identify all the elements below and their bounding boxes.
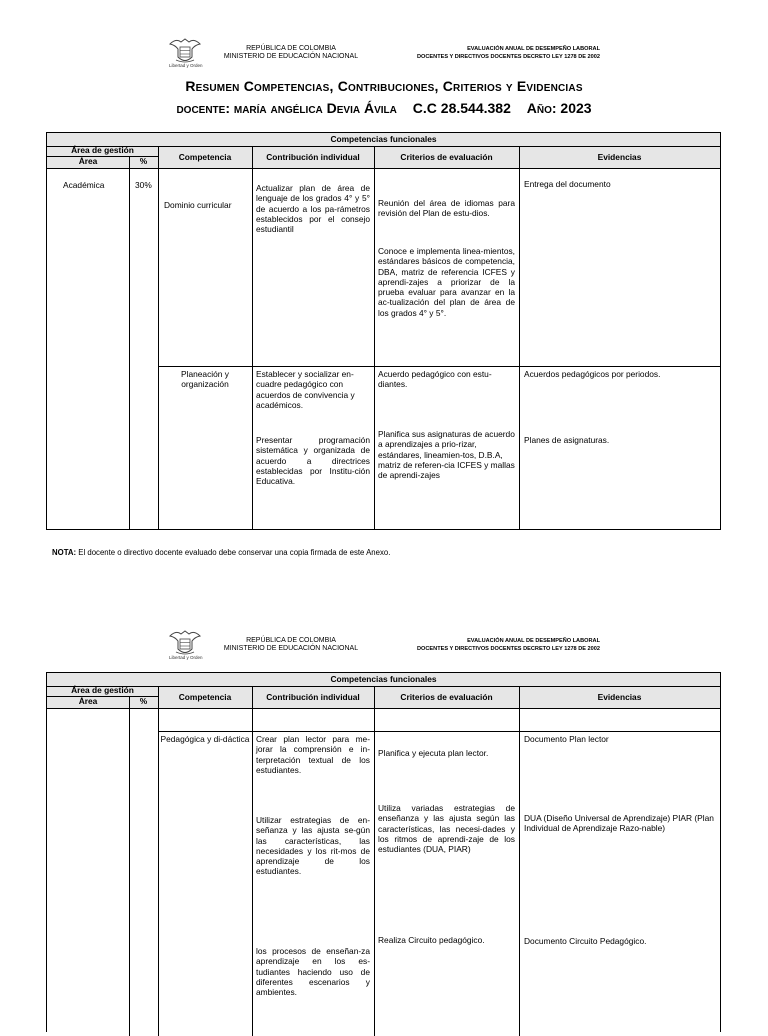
evidence-cell: Acuerdos pedagógicos por periodos. bbox=[524, 369, 661, 379]
competencia-header: Competencia bbox=[178, 692, 232, 702]
percent-value: 30% bbox=[135, 180, 152, 190]
area-header: Área bbox=[78, 696, 98, 706]
criteria-cell: Conoce e implementa linea-mientos, estándares básicos de competencia, DBA, matriz de referencia ICFES y aprendi-zajes a priorizar de la prueba evaluar para avanzar en la ac-tualización del plan de área de los grados 4° y 5°. bbox=[378, 246, 515, 318]
evidence-cell: Documento Plan lector bbox=[524, 734, 609, 744]
evidence-cell: Planes de asignaturas. bbox=[524, 435, 610, 445]
evaluation-decree: DOCENTES Y DIRECTIVOS DOCENTES DECRETO LEY 1278 DE 2002 bbox=[417, 54, 600, 60]
contribution-cell: Presentar programación sistemática y organizada de acuerdo a directrices establecidas por Institu-ción Educativa. bbox=[256, 435, 370, 487]
evidencias-header: Evidencias bbox=[597, 692, 642, 702]
colombia-coat-of-arms-icon: Libertad y Orden bbox=[168, 36, 202, 70]
contribution-cell: Crear plan lector para me-jorar la comprensión e in-terpretación textual de los estudiantes. bbox=[256, 734, 370, 775]
page1-header bbox=[0, 36, 768, 70]
contribucion-header: Contribución individual bbox=[266, 152, 360, 162]
contribucion-header: Contribución individual bbox=[266, 692, 360, 702]
teacher-id: C.C 28.544.382 bbox=[412, 100, 511, 116]
country-name: REPÚBLICA DE COLOMBIA bbox=[246, 637, 336, 644]
ministry-name: MINISTERIO DE EDUCACIÓN NACIONAL bbox=[223, 53, 359, 60]
footnote-text: El docente o directivo docente evaluado debe conservar una copia firmada de este Anexo. bbox=[76, 548, 391, 557]
footnote-label: NOTA: bbox=[52, 548, 77, 557]
evidencias-header: Evidencias bbox=[597, 152, 642, 162]
evidence-cell: Entrega del documento bbox=[524, 179, 611, 189]
evidence-cell: DUA (Diseño Universal de Aprendizaje) PIAR (Plan Individual de Aprendizaje Razo-nable) bbox=[524, 813, 714, 834]
evaluation-title: EVALUACIÓN ANUAL DE DESEMPEÑO LABORAL bbox=[467, 46, 600, 52]
competency-cell: Planeación y organización bbox=[181, 369, 229, 390]
footnote bbox=[52, 548, 390, 557]
criterios-header: Criterios de evaluación bbox=[400, 152, 493, 162]
criteria-cell: Reunión del área de idiomas para revisión del Plan de estu-dios. bbox=[378, 198, 515, 219]
colombia-coat-of-arms-icon: Libertad y Orden bbox=[168, 628, 202, 662]
page2-header bbox=[0, 628, 768, 662]
teacher-info bbox=[0, 100, 768, 116]
contribution-cell: Utilizar estrategias de en-señanza y las ajusta se-gún las características, las necesidades y los rit-mos de aprendizaje de los estudiantes. bbox=[256, 815, 370, 877]
percent-header: % bbox=[139, 696, 148, 706]
evaluation-year: Año: 2023 bbox=[526, 100, 592, 116]
competency-cell: Pedagógica y di-dáctica bbox=[160, 734, 250, 744]
contribution-cell: Establecer y socializar en-cuadre pedagógico con acuerdos de convivencia y académicos. bbox=[256, 369, 355, 410]
area-header: Área bbox=[78, 156, 98, 166]
section-title: Competencias funcionales bbox=[330, 134, 437, 144]
criteria-cell: Acuerdo pedagógico con estu-diantes. bbox=[378, 369, 492, 390]
evidence-cell: Documento Circuito Pedagógico. bbox=[524, 936, 647, 946]
competencies-table-page2 bbox=[46, 672, 721, 1032]
teacher-name: docente: maría angélica Devia Ávila bbox=[176, 100, 397, 116]
competencies-table-page1 bbox=[46, 132, 721, 530]
percent-header: % bbox=[139, 156, 148, 166]
ministry-name: MINISTERIO DE EDUCACIÓN NACIONAL bbox=[223, 645, 359, 652]
criteria-cell: Planifica sus asignaturas de acuerdo a aprendizajes a prio-rizar, estándares, lineamien-tos, D.B.A, matriz de referen-cia ICFES y mallas de aprendi-zajes bbox=[378, 429, 515, 481]
criteria-cell: Planifica y ejecuta plan lector. bbox=[378, 748, 489, 758]
criteria-cell: Realiza Circuito pedagógico. bbox=[378, 935, 485, 945]
area-value: Académica bbox=[63, 180, 105, 190]
evaluation-decree: DOCENTES Y DIRECTIVOS DOCENTES DECRETO LEY 1278 DE 2002 bbox=[417, 646, 600, 652]
contribution-cell: los procesos de enseñan-za aprendizaje en los es-tudiantes haciendo uso de diferentes escenarios y ambientes. bbox=[256, 946, 370, 998]
competency-cell: Dominio curricular bbox=[164, 200, 232, 210]
evaluation-title: EVALUACIÓN ANUAL DE DESEMPEÑO LABORAL bbox=[467, 638, 600, 644]
area-gestion-header: Área de gestión bbox=[71, 145, 134, 155]
area-gestion-header: Área de gestión bbox=[71, 685, 134, 695]
criteria-cell: Utiliza variadas estrategias de enseñanza y las ajusta según las características, las necesi-dades y los ritmos de aprendi-zaje de los estudiantes (DUA, PIAR) bbox=[378, 803, 515, 855]
section-title: Competencias funcionales bbox=[330, 674, 437, 684]
document-title: Resumen Competencias, Contribuciones, Criterios y Evidencias bbox=[185, 78, 583, 94]
competencia-header: Competencia bbox=[178, 152, 232, 162]
contribution-cell: Actualizar plan de área de lenguaje de los grados 4° y 5° de acuerdo a los pa-rámetros establecidos por el consejo estudiantil bbox=[256, 183, 370, 235]
country-name: REPÚBLICA DE COLOMBIA bbox=[246, 45, 336, 52]
criterios-header: Criterios de evaluación bbox=[400, 692, 493, 702]
